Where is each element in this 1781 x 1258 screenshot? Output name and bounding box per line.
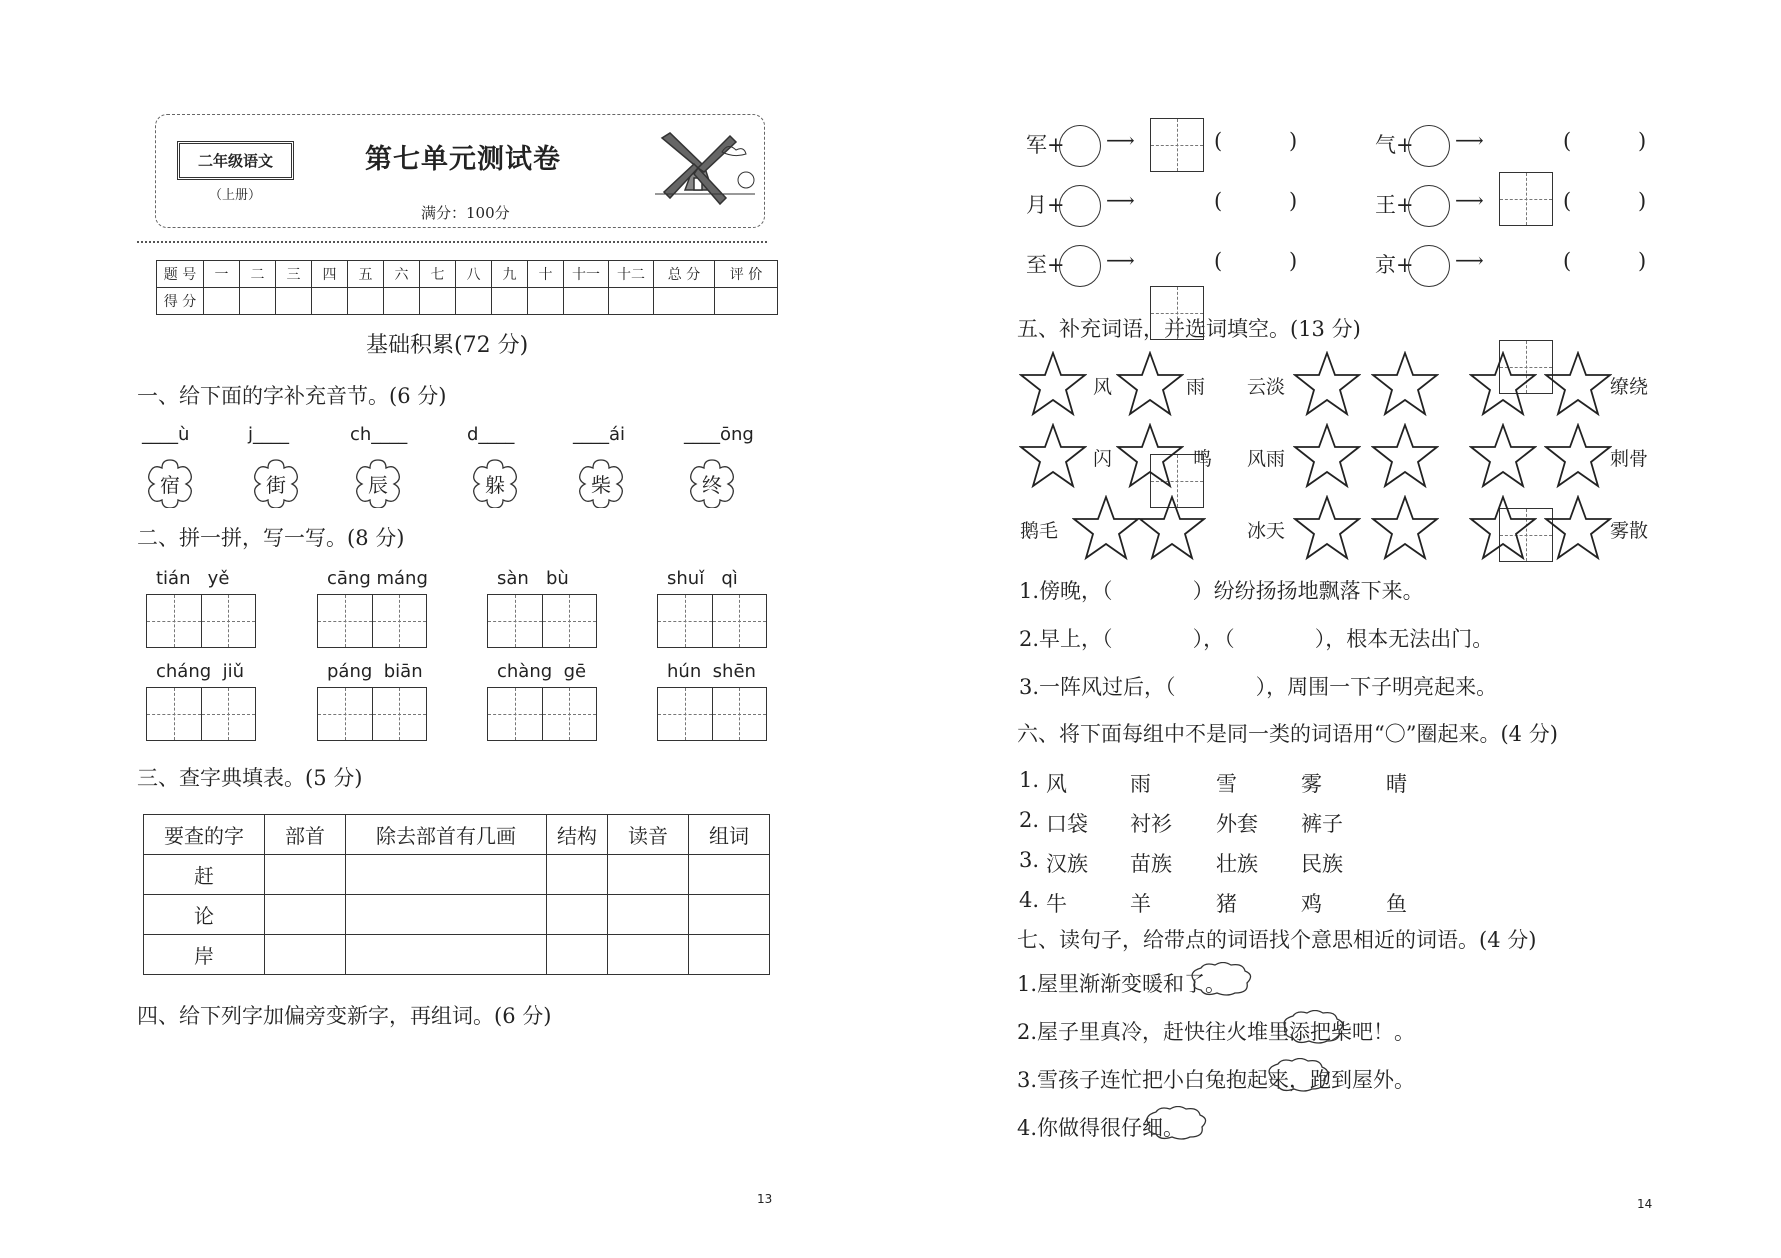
- radical-char: 军+: [1026, 133, 1065, 157]
- score-input-cell[interactable]: [654, 288, 715, 315]
- flower-char: 辰: [368, 473, 388, 497]
- writing-grid[interactable]: [657, 687, 767, 741]
- answer-cell[interactable]: [265, 855, 346, 895]
- row-number: 4.: [1019, 888, 1040, 912]
- score-header-cell: 十: [528, 261, 564, 288]
- answer-cell[interactable]: [547, 935, 608, 975]
- star-word: 风雨: [1247, 448, 1286, 470]
- answer-cell[interactable]: [689, 895, 770, 935]
- radical-char: 气+: [1375, 133, 1414, 157]
- word-blank[interactable]: ( ): [1214, 249, 1298, 273]
- flower-char: 躲: [485, 473, 505, 497]
- score-header-cell: 评 价: [715, 261, 778, 288]
- fill-sentence[interactable]: 2.早上，（ ），（ ），根本无法出门。: [1019, 627, 1494, 651]
- score-header-cell: 六: [384, 261, 420, 288]
- arrow-icon: ⟶: [1455, 188, 1484, 212]
- star-blank-icon[interactable]: [1293, 495, 1361, 561]
- q5-title: 五、补充词语，并选词填空。(13 分): [1017, 317, 1361, 341]
- char-cell: 论: [144, 895, 265, 935]
- writing-grid[interactable]: [487, 687, 597, 741]
- star-word: 雾散: [1610, 520, 1649, 542]
- word-option[interactable]: 牛: [1046, 892, 1067, 916]
- score-input-cell[interactable]: [456, 288, 492, 315]
- score-header-cell: 题 号: [157, 261, 204, 288]
- answer-cell[interactable]: [265, 935, 346, 975]
- star-blank-icon[interactable]: [1019, 351, 1087, 417]
- grid-cell[interactable]: [147, 688, 202, 740]
- star-word: 闪: [1093, 448, 1113, 470]
- star-blank-icon[interactable]: [1469, 495, 1537, 561]
- score-header-cell: 七: [420, 261, 456, 288]
- page-number-left: 13: [757, 1192, 773, 1206]
- answer-cell[interactable]: [346, 855, 547, 895]
- answer-cell[interactable]: [608, 935, 689, 975]
- star-blank-icon[interactable]: [1544, 495, 1612, 561]
- word-blank[interactable]: ( ): [1563, 129, 1647, 153]
- word-blank[interactable]: ( ): [1214, 189, 1298, 213]
- q7-title: 七、读句子，给带点的词语找个意思相近的词语。(4 分): [1017, 928, 1537, 952]
- score-header-cell: 三: [276, 261, 312, 288]
- table-header-cell: 除去部首有几画: [346, 815, 547, 855]
- score-header-cell: 十二: [609, 261, 654, 288]
- volume-label: （上册）: [209, 188, 262, 203]
- sentence: 1.屋里渐渐变暖和了。: [1017, 972, 1227, 996]
- radical-circle[interactable]: [1059, 245, 1101, 287]
- word-blank[interactable]: ( ): [1214, 129, 1298, 153]
- grid-cell[interactable]: [373, 688, 427, 740]
- answer-cell[interactable]: [547, 895, 608, 935]
- answer-cell[interactable]: [608, 855, 689, 895]
- q1-title: 一、给下面的字补充音节。(6 分): [137, 384, 447, 408]
- pinyin-blank[interactable]: j____: [248, 424, 290, 445]
- grid-cell[interactable]: [202, 595, 256, 647]
- grid-cell[interactable]: [318, 595, 373, 647]
- q6-title: 六、将下面每组中不是同一类的词语用“〇”圈起来。(4 分): [1017, 722, 1558, 746]
- grid-cell[interactable]: [713, 688, 767, 740]
- pinyin-label: chàng gē: [497, 661, 587, 682]
- pinyin-label: sàn bù: [497, 568, 569, 589]
- word-option[interactable]: 衬衫: [1130, 812, 1172, 836]
- char-cell: 岸: [144, 935, 265, 975]
- radical-char: 京+: [1375, 253, 1414, 277]
- char-cell: 赶: [144, 855, 265, 895]
- writing-grid[interactable]: [317, 687, 427, 741]
- score-input-cell[interactable]: [420, 288, 456, 315]
- star-blank-icon[interactable]: [1293, 351, 1361, 417]
- score-input-cell[interactable]: [715, 288, 778, 315]
- word-option[interactable]: 雨: [1130, 772, 1151, 796]
- pinyin-label: cāng máng: [327, 568, 428, 589]
- writing-grid[interactable]: [657, 594, 767, 648]
- star-blank-icon[interactable]: [1116, 423, 1184, 489]
- word-option[interactable]: 苗族: [1130, 852, 1172, 876]
- word-option[interactable]: 口袋: [1046, 812, 1088, 836]
- q3-title: 三、查字典填表。(5 分): [137, 766, 363, 790]
- pinyin-label: tián yě: [156, 568, 230, 589]
- table-header-cell: 要查的字: [144, 815, 265, 855]
- word-option[interactable]: 裤子: [1301, 812, 1343, 836]
- score-input-cell[interactable]: [492, 288, 528, 315]
- star-blank-icon[interactable]: [1116, 351, 1184, 417]
- answer-cell[interactable]: [346, 895, 547, 935]
- score-header-cell: 四: [312, 261, 348, 288]
- score-table-header-row: [157, 261, 778, 288]
- score-row-label: 得 分: [157, 288, 204, 315]
- header-divider: [137, 241, 767, 243]
- star-blank-icon[interactable]: [1544, 423, 1612, 489]
- table-header-cell: 部首: [265, 815, 346, 855]
- exam-title: 第七单元测试卷: [365, 144, 561, 175]
- section-heading: 基础积累(72 分): [366, 333, 529, 358]
- table-row: [144, 855, 770, 895]
- sentence: 3.雪孩子连忙把小白兔抱起来，跑到屋外。: [1017, 1068, 1416, 1092]
- word-option[interactable]: 外套: [1216, 812, 1258, 836]
- answer-cell[interactable]: [265, 895, 346, 935]
- pinyin-label: páng biān: [327, 661, 423, 682]
- score-header-cell: 九: [492, 261, 528, 288]
- radical-char: 月+: [1026, 193, 1065, 217]
- word-option[interactable]: 羊: [1130, 892, 1151, 916]
- cloud-answer-box[interactable]: [1262, 1058, 1332, 1094]
- score-input-cell[interactable]: [276, 288, 312, 315]
- word-option[interactable]: 雾: [1301, 772, 1322, 796]
- fill-sentence[interactable]: 3.一阵风过后，（ ），周围一下子明亮起来。: [1019, 675, 1498, 699]
- star-blank-icon[interactable]: [1371, 423, 1439, 489]
- flower-char: 终: [702, 473, 722, 497]
- score-input-cell[interactable]: [384, 288, 420, 315]
- score-input-cell[interactable]: [348, 288, 384, 315]
- arrow-icon: ⟶: [1455, 248, 1484, 272]
- radical-circle[interactable]: [1059, 125, 1101, 167]
- table-row: [144, 935, 770, 975]
- star-blank-icon[interactable]: [1138, 495, 1206, 561]
- star-word: 缭绕: [1610, 376, 1649, 398]
- dictionary-table: [143, 814, 770, 975]
- answer-cell[interactable]: [689, 935, 770, 975]
- row-number: 3.: [1019, 848, 1040, 872]
- writing-grid[interactable]: [317, 594, 427, 648]
- score-header-cell: 八: [456, 261, 492, 288]
- pinyin-blank[interactable]: ch____: [350, 424, 408, 445]
- star-word: 风: [1093, 376, 1113, 398]
- cloud-answer-box[interactable]: [1140, 1106, 1210, 1142]
- score-table: [156, 260, 778, 315]
- score-table-score-row: [157, 288, 778, 315]
- score-header-cell: 五: [348, 261, 384, 288]
- cloud-answer-box[interactable]: [1277, 1010, 1347, 1046]
- star-word: 刺骨: [1610, 448, 1649, 470]
- answer-cell[interactable]: [689, 855, 770, 895]
- answer-cell[interactable]: [547, 855, 608, 895]
- score-header-cell: 二: [240, 261, 276, 288]
- star-blank-icon[interactable]: [1072, 495, 1140, 561]
- radical-circle[interactable]: [1408, 125, 1450, 167]
- word-blank[interactable]: ( ): [1563, 189, 1647, 213]
- sentence: 4.你做得很仔细。: [1017, 1116, 1185, 1140]
- table-row: [144, 895, 770, 935]
- full-score: 满分：100分: [421, 204, 510, 222]
- pinyin-label: cháng jiǔ: [156, 661, 245, 682]
- grid-cell[interactable]: [373, 595, 427, 647]
- new-char-box[interactable]: [1150, 118, 1204, 172]
- star-blank-icon[interactable]: [1371, 351, 1439, 417]
- writing-grid[interactable]: [487, 594, 597, 648]
- pinyin-blank[interactable]: ____ù: [142, 424, 190, 445]
- score-header-cell: 十一: [564, 261, 609, 288]
- table-header-cell: 读音: [608, 815, 689, 855]
- radical-circle[interactable]: [1408, 245, 1450, 287]
- flower-char: 柴: [591, 473, 611, 497]
- word-option[interactable]: 民族: [1301, 852, 1343, 876]
- word-option[interactable]: 汉族: [1046, 852, 1088, 876]
- score-input-cell[interactable]: [240, 288, 276, 315]
- windmill-illustration: [650, 128, 760, 218]
- flower-char: 宿: [160, 473, 180, 497]
- fill-sentence[interactable]: 1.傍晚，（ ）纷纷扬扬地飘落下来。: [1019, 579, 1424, 603]
- radical-char: 至+: [1026, 253, 1065, 277]
- word-option[interactable]: 猪: [1216, 892, 1237, 916]
- new-char-box[interactable]: [1499, 172, 1553, 226]
- star-blank-icon[interactable]: [1469, 423, 1537, 489]
- grid-cell[interactable]: [318, 688, 373, 740]
- page-number-right: 14: [1637, 1197, 1653, 1211]
- new-char-box[interactable]: [1150, 286, 1204, 340]
- star-blank-icon[interactable]: [1544, 351, 1612, 417]
- word-option[interactable]: 晴: [1386, 772, 1407, 796]
- radical-circle[interactable]: [1059, 185, 1101, 227]
- cloud-answer-box[interactable]: [1185, 962, 1255, 998]
- score-input-cell[interactable]: [312, 288, 348, 315]
- grid-cell[interactable]: [488, 595, 543, 647]
- pinyin-blank[interactable]: ____ōng: [684, 424, 754, 445]
- radical-circle[interactable]: [1408, 185, 1450, 227]
- table-header-cell: 组词: [689, 815, 770, 855]
- pinyin-blank[interactable]: ____ái: [573, 424, 626, 445]
- q4-title: 四、给下列字加偏旁变新字，再组词。(6 分): [137, 1004, 552, 1028]
- arrow-icon: ⟶: [1106, 128, 1135, 152]
- answer-cell[interactable]: [346, 935, 547, 975]
- star-blank-icon[interactable]: [1469, 351, 1537, 417]
- writing-grid[interactable]: [146, 594, 256, 648]
- word-option[interactable]: 风: [1046, 772, 1067, 796]
- grid-cell[interactable]: [658, 688, 713, 740]
- pinyin-label: hún shēn: [667, 661, 756, 682]
- word-option[interactable]: 雪: [1216, 772, 1237, 796]
- word-blank[interactable]: ( ): [1563, 249, 1647, 273]
- arrow-icon: ⟶: [1106, 248, 1135, 272]
- star-word: 冰天: [1247, 520, 1286, 542]
- flower-char: 街: [266, 473, 286, 497]
- grid-cell[interactable]: [658, 595, 713, 647]
- sentence: 2.屋子里真冷，赶快往火堆里添把柴吧！。: [1017, 1020, 1416, 1044]
- score-input-cell[interactable]: [609, 288, 654, 315]
- arrow-icon: ⟶: [1455, 128, 1484, 152]
- word-option[interactable]: 鸡: [1301, 892, 1322, 916]
- q2-title: 二、拼一拼，写一写。(8 分): [137, 526, 405, 550]
- grid-cell[interactable]: [147, 595, 202, 647]
- pinyin-label: shuǐ qì: [667, 568, 738, 589]
- grid-cell[interactable]: [713, 595, 767, 647]
- pinyin-blank[interactable]: d____: [467, 424, 515, 445]
- star-blank-icon[interactable]: [1371, 495, 1439, 561]
- row-number: 1.: [1019, 768, 1040, 792]
- star-blank-icon[interactable]: [1019, 423, 1087, 489]
- writing-grid[interactable]: [146, 687, 256, 741]
- star-word: 云淡: [1247, 376, 1286, 398]
- row-number: 2.: [1019, 808, 1040, 832]
- word-option[interactable]: 壮族: [1216, 852, 1258, 876]
- answer-cell[interactable]: [608, 895, 689, 935]
- star-blank-icon[interactable]: [1293, 423, 1361, 489]
- star-word: 鸣: [1193, 448, 1213, 470]
- word-option[interactable]: 鱼: [1386, 892, 1407, 916]
- arrow-icon: ⟶: [1106, 188, 1135, 212]
- score-header-cell: 一: [204, 261, 240, 288]
- grid-cell[interactable]: [543, 688, 597, 740]
- score-input-cell[interactable]: [204, 288, 240, 315]
- score-header-cell: 总 分: [654, 261, 715, 288]
- score-input-cell[interactable]: [564, 288, 609, 315]
- star-word: 鹅毛: [1020, 520, 1059, 542]
- grid-cell[interactable]: [543, 595, 597, 647]
- grade-label: 二年级语文: [177, 141, 294, 180]
- score-input-cell[interactable]: [528, 288, 564, 315]
- star-word: 雨: [1186, 376, 1206, 398]
- table-header-cell: 结构: [547, 815, 608, 855]
- radical-char: 王+: [1375, 193, 1414, 217]
- dictionary-table-header: [144, 815, 770, 855]
- grid-cell[interactable]: [202, 688, 256, 740]
- grid-cell[interactable]: [488, 688, 543, 740]
